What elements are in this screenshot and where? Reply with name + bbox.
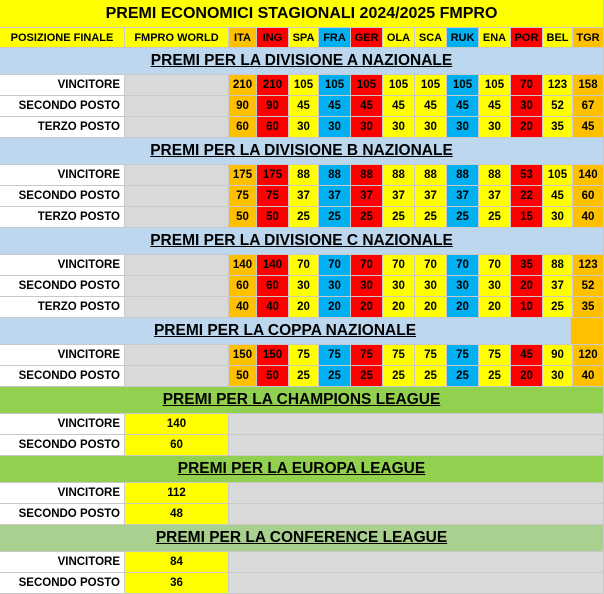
country-prize-value: 30 [289,117,319,138]
country-prize-value: 90 [543,345,573,366]
country-prize-value: 25 [447,207,479,228]
world-prize-value: 84 [125,552,229,573]
country-prize-value: 30 [383,276,415,297]
row-label: VINCITORE [0,255,125,276]
country-prize-value: 30 [351,276,383,297]
world-prize-value: 140 [125,414,229,435]
world-empty-cell [125,117,229,138]
country-prize-value: 105 [415,75,447,96]
row-label: TERZO POSTO [0,207,125,228]
country-prize-value: 70 [351,255,383,276]
country-prize-value: 70 [319,255,351,276]
header-country-ita: ITA [229,28,257,48]
country-prize-value: 175 [257,165,289,186]
country-prize-value: 88 [383,165,415,186]
country-prize-value: 20 [447,297,479,318]
header-country-tgr: TGR [573,28,604,48]
country-prize-value: 60 [257,117,289,138]
tgr-filler [571,318,604,345]
section-title-text: PREMI PER LA CONFERENCE LEAGUE [155,529,448,546]
country-prize-value: 123 [573,255,604,276]
section-title-text: PREMI PER LA EUROPA LEAGUE [177,460,426,477]
country-prize-value: 120 [573,345,604,366]
country-prize-value: 20 [351,297,383,318]
world-empty-cell [125,165,229,186]
country-prize-value: 37 [543,276,573,297]
country-prize-value: 30 [479,117,511,138]
row-label: VINCITORE [0,75,125,96]
country-prize-value: 75 [351,345,383,366]
header-country-bel: BEL [543,28,573,48]
country-prize-value: 52 [573,276,604,297]
row-label: SECONDO POSTO [0,573,125,594]
country-prize-value: 25 [289,207,319,228]
country-prize-value: 20 [479,297,511,318]
country-prize-value: 25 [319,207,351,228]
header-world: FMPRO WORLD [125,28,229,48]
row-label: TERZO POSTO [0,297,125,318]
country-prize-value: 25 [543,297,573,318]
country-prize-value: 37 [351,186,383,207]
country-prize-value: 45 [383,96,415,117]
country-prize-value: 40 [229,297,257,318]
country-prize-value: 20 [511,276,543,297]
section-title-text: PREMI PER LA COPPA NAZIONALE [153,322,417,339]
country-prize-value: 140 [229,255,257,276]
country-prize-value: 25 [289,366,319,387]
section-title [0,318,571,345]
header-position: POSIZIONE FINALE [0,28,125,48]
world-empty-cell [125,207,229,228]
section-title [0,228,604,255]
world-empty-cell [125,75,229,96]
country-prize-value: 75 [229,186,257,207]
empty-country-area [229,483,604,504]
country-prize-value: 35 [511,255,543,276]
country-prize-value: 20 [289,297,319,318]
country-prize-value: 60 [229,117,257,138]
country-prize-value: 150 [257,345,289,366]
country-prize-value: 140 [257,255,289,276]
country-prize-value: 37 [319,186,351,207]
country-prize-value: 20 [511,366,543,387]
country-prize-value: 30 [319,117,351,138]
country-prize-value: 25 [383,366,415,387]
section-title [0,387,604,414]
world-prize-value: 112 [125,483,229,504]
country-prize-value: 105 [447,75,479,96]
country-prize-value: 25 [415,207,447,228]
world-empty-cell [125,345,229,366]
country-prize-value: 45 [573,117,604,138]
country-prize-value: 25 [415,366,447,387]
country-prize-value: 50 [257,207,289,228]
country-prize-value: 35 [543,117,573,138]
country-prize-value: 45 [511,345,543,366]
country-prize-value: 50 [229,207,257,228]
country-prize-value: 30 [447,117,479,138]
row-label: SECONDO POSTO [0,186,125,207]
country-prize-value: 70 [415,255,447,276]
sheet-title: PREMI ECONOMICI STAGIONALI 2024/2025 FMPRO [0,0,604,28]
row-label: VINCITORE [0,345,125,366]
country-prize-value: 90 [229,96,257,117]
country-prize-value: 105 [479,75,511,96]
country-prize-value: 75 [319,345,351,366]
section-title-text: PREMI PER LA DIVISIONE B NAZIONALE [150,142,453,159]
country-prize-value: 140 [573,165,604,186]
country-prize-value: 150 [229,345,257,366]
country-prize-value: 50 [229,366,257,387]
country-prize-value: 40 [573,207,604,228]
header-country-ena: ENA [479,28,511,48]
world-prize-value: 36 [125,573,229,594]
country-prize-value: 90 [257,96,289,117]
country-prize-value: 70 [383,255,415,276]
country-prize-value: 75 [257,186,289,207]
section-title [0,525,604,552]
country-prize-value: 75 [415,345,447,366]
country-prize-value: 37 [479,186,511,207]
section-title-text: PREMI PER LA DIVISIONE C NAZIONALE [150,232,453,249]
row-label: SECONDO POSTO [0,276,125,297]
country-prize-value: 25 [319,366,351,387]
country-prize-value: 30 [289,276,319,297]
country-prize-value: 60 [229,276,257,297]
country-prize-value: 45 [479,96,511,117]
country-prize-value: 88 [479,165,511,186]
world-prize-value: 48 [125,504,229,525]
country-prize-value: 22 [511,186,543,207]
country-prize-value: 35 [573,297,604,318]
country-prize-value: 105 [383,75,415,96]
country-prize-value: 75 [479,345,511,366]
country-prize-value: 45 [289,96,319,117]
country-prize-value: 20 [415,297,447,318]
country-prize-value: 25 [351,366,383,387]
row-label: SECONDO POSTO [0,96,125,117]
country-prize-value: 105 [543,165,573,186]
country-prize-value: 75 [383,345,415,366]
section-title [0,456,604,483]
country-prize-value: 25 [351,207,383,228]
section-title-text: PREMI PER LA CHAMPIONS LEAGUE [162,391,441,408]
country-prize-value: 20 [511,117,543,138]
country-prize-value: 25 [383,207,415,228]
country-prize-value: 37 [289,186,319,207]
country-prize-value: 30 [415,117,447,138]
country-prize-value: 75 [447,345,479,366]
country-prize-value: 40 [573,366,604,387]
row-label: VINCITORE [0,483,125,504]
country-prize-value: 45 [415,96,447,117]
country-prize-value: 10 [511,297,543,318]
country-prize-value: 210 [257,75,289,96]
world-empty-cell [125,96,229,117]
country-prize-value: 40 [257,297,289,318]
world-empty-cell [125,276,229,297]
row-label: TERZO POSTO [0,117,125,138]
country-prize-value: 105 [319,75,351,96]
country-prize-value: 45 [351,96,383,117]
world-empty-cell [125,366,229,387]
country-prize-value: 30 [351,117,383,138]
country-prize-value: 70 [479,255,511,276]
country-prize-value: 30 [415,276,447,297]
header-country-por: POR [511,28,543,48]
world-empty-cell [125,186,229,207]
country-prize-value: 53 [511,165,543,186]
country-prize-value: 88 [289,165,319,186]
country-prize-value: 88 [319,165,351,186]
empty-country-area [229,552,604,573]
header-country-ger: GER [351,28,383,48]
row-label: VINCITORE [0,165,125,186]
country-prize-value: 88 [351,165,383,186]
row-label: VINCITORE [0,414,125,435]
country-prize-value: 88 [415,165,447,186]
country-prize-value: 37 [447,186,479,207]
country-prize-value: 70 [289,255,319,276]
country-prize-value: 20 [319,297,351,318]
country-prize-value: 37 [383,186,415,207]
country-prize-value: 210 [229,75,257,96]
country-prize-value: 123 [543,75,573,96]
row-label: SECONDO POSTO [0,435,125,456]
country-prize-value: 45 [543,186,573,207]
country-prize-value: 25 [447,366,479,387]
header-country-ruk: RUK [447,28,479,48]
country-prize-value: 88 [543,255,573,276]
header-country-fra: FRA [319,28,351,48]
row-label: VINCITORE [0,552,125,573]
country-prize-value: 105 [289,75,319,96]
country-prize-value: 52 [543,96,573,117]
country-prize-value: 60 [573,186,604,207]
country-prize-value: 60 [257,276,289,297]
country-prize-value: 175 [229,165,257,186]
header-country-spa: SPA [289,28,319,48]
empty-country-area [229,414,604,435]
section-title [0,48,604,75]
header-country-ing: ING [257,28,289,48]
country-prize-value: 30 [447,276,479,297]
world-prize-value: 60 [125,435,229,456]
country-prize-value: 30 [543,366,573,387]
world-empty-cell [125,297,229,318]
country-prize-value: 105 [351,75,383,96]
country-prize-value: 30 [511,96,543,117]
country-prize-value: 70 [511,75,543,96]
section-title-text: PREMI PER LA DIVISIONE A NAZIONALE [150,52,453,69]
row-label: SECONDO POSTO [0,504,125,525]
header-country-ola: OLA [383,28,415,48]
country-prize-value: 20 [383,297,415,318]
country-prize-value: 75 [289,345,319,366]
country-prize-value: 37 [415,186,447,207]
country-prize-value: 25 [479,207,511,228]
country-prize-value: 88 [447,165,479,186]
country-prize-value: 30 [543,207,573,228]
empty-country-area [229,435,604,456]
country-prize-value: 70 [447,255,479,276]
section-title [0,138,604,165]
country-prize-value: 50 [257,366,289,387]
country-prize-value: 30 [383,117,415,138]
country-prize-value: 30 [479,276,511,297]
country-prize-value: 45 [319,96,351,117]
row-label: SECONDO POSTO [0,366,125,387]
world-empty-cell [125,255,229,276]
country-prize-value: 158 [573,75,604,96]
country-prize-value: 30 [319,276,351,297]
country-prize-value: 45 [447,96,479,117]
header-country-sca: SCA [415,28,447,48]
country-prize-value: 25 [479,366,511,387]
country-prize-value: 67 [573,96,604,117]
empty-country-area [229,504,604,525]
country-prize-value: 15 [511,207,543,228]
